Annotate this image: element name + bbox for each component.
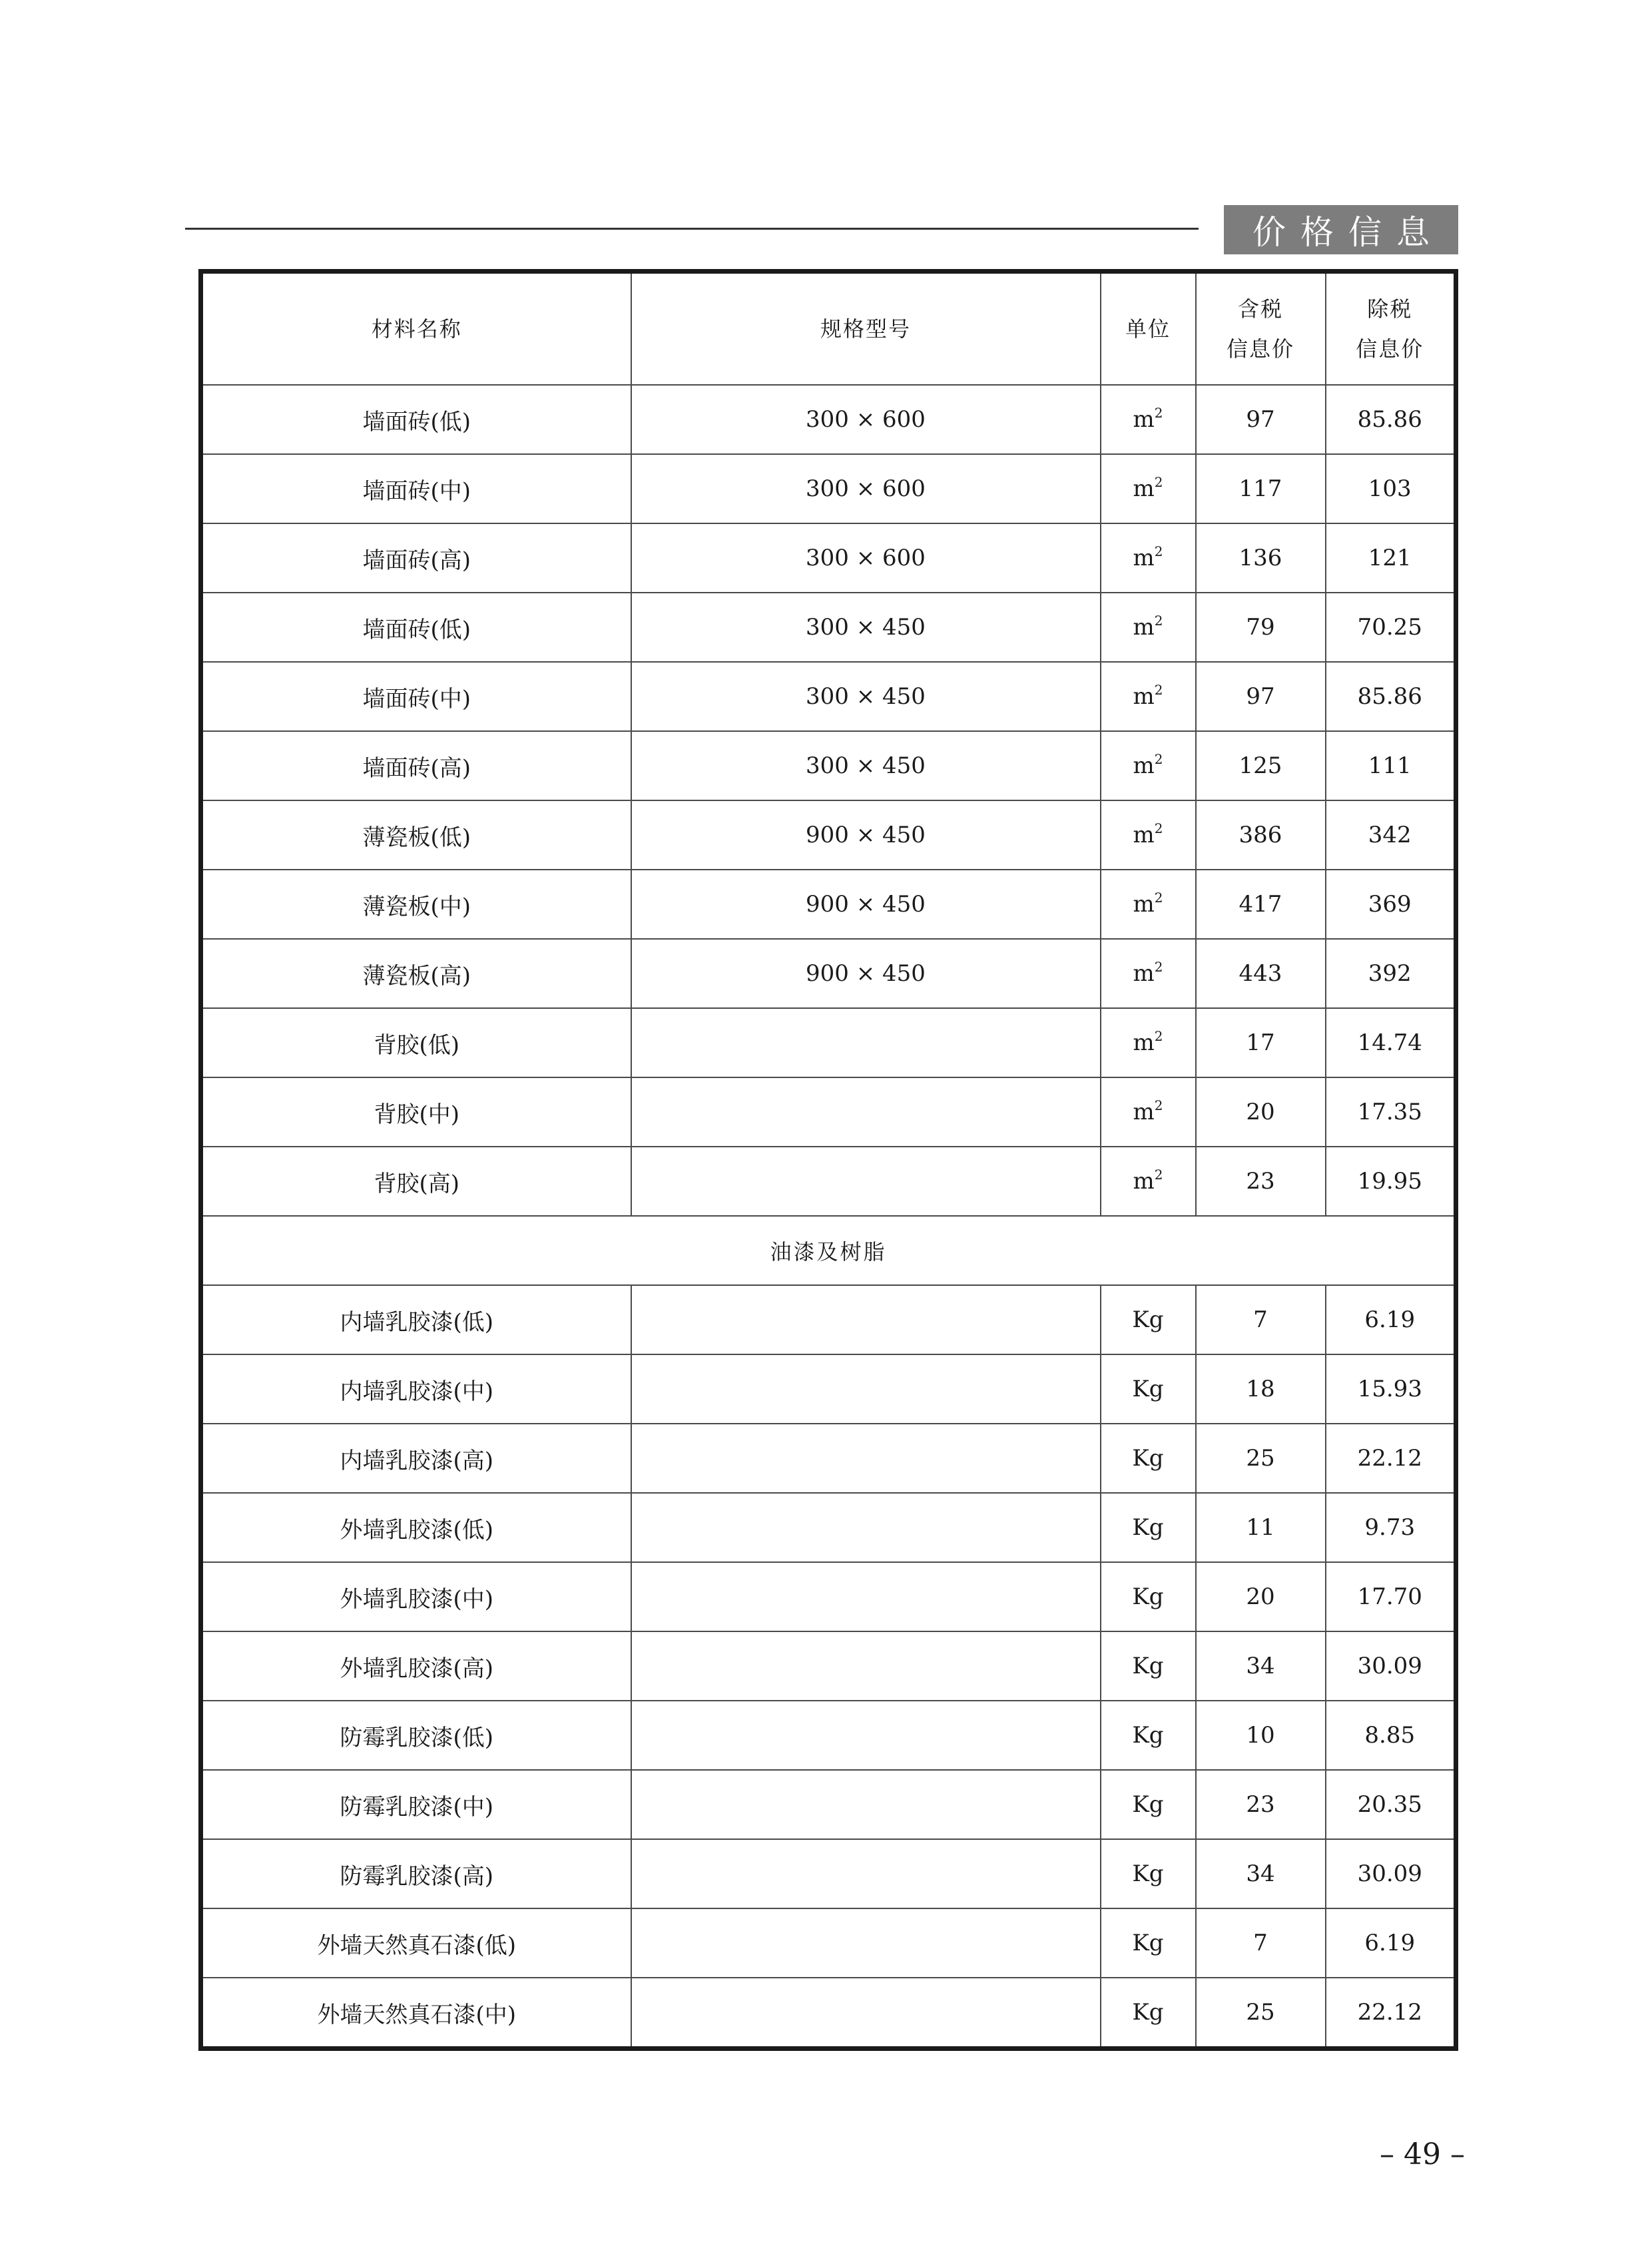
material-name-cell: 墙面砖(高) (201, 523, 631, 593)
header-rule (185, 228, 1199, 230)
column-header-price-notax: 除税 信息价 (1326, 272, 1456, 386)
unit-exponent: 2 (1154, 751, 1163, 767)
price-notax-cell: 30.09 (1326, 1839, 1456, 1908)
table-row (201, 1701, 1456, 1770)
unit-exponent: 2 (1154, 1167, 1163, 1183)
spec-cell: 300 × 600 (631, 385, 1101, 454)
unit-base: m (1133, 1029, 1155, 1056)
price-tax-cell: 25 (1196, 1978, 1326, 2049)
price-notax-cell: 22.12 (1326, 1424, 1456, 1493)
table-row (201, 1908, 1456, 1978)
unit-base: m (1133, 822, 1155, 848)
unit-cell (1101, 1077, 1196, 1147)
material-name-cell: 薄瓷板(高) (201, 939, 631, 1008)
spec-cell (631, 1424, 1101, 1493)
table-row (201, 385, 1456, 454)
unit-exponent: 2 (1154, 405, 1163, 421)
price-notax-cell: 17.70 (1326, 1562, 1456, 1631)
unit-cell (1101, 1285, 1196, 1354)
spec-cell: 300 × 450 (631, 662, 1101, 731)
spec-cell (631, 1493, 1101, 1562)
unit-base: m (1133, 960, 1155, 987)
table-body (201, 385, 1456, 2049)
price-tax-cell: 34 (1196, 1839, 1326, 1908)
material-name-cell: 背胶(低) (201, 1008, 631, 1077)
column-header-unit: 单位 (1101, 272, 1196, 386)
price-tax-cell: 7 (1196, 1908, 1326, 1978)
unit-cell (1101, 800, 1196, 870)
price-notax-cell: 6.19 (1326, 1908, 1456, 1978)
unit-cell (1101, 1008, 1196, 1077)
table-row (201, 1631, 1456, 1701)
price-tax-cell: 386 (1196, 800, 1326, 870)
unit-base: m (1133, 406, 1155, 433)
price-tax-cell: 34 (1196, 1631, 1326, 1701)
price-notax-cell: 30.09 (1326, 1631, 1456, 1701)
table-row (201, 1493, 1456, 1562)
unit-base: Kg (1132, 1930, 1164, 1956)
price-tax-cell: 136 (1196, 523, 1326, 593)
material-name-cell: 墙面砖(低) (201, 593, 631, 662)
spec-cell (631, 1008, 1101, 1077)
material-name-cell: 背胶(高) (201, 1147, 631, 1216)
unit-base: m (1133, 891, 1155, 918)
price-tax-cell: 20 (1196, 1562, 1326, 1631)
unit-cell (1101, 1354, 1196, 1424)
spec-cell: 900 × 450 (631, 939, 1101, 1008)
unit-exponent: 2 (1154, 1097, 1163, 1113)
price-notax-cell: 17.35 (1326, 1077, 1456, 1147)
column-header-price-tax: 含税 信息价 (1196, 272, 1326, 386)
price-notax-cell: 9.73 (1326, 1493, 1456, 1562)
header-row (201, 272, 1456, 386)
unit-base: Kg (1132, 1306, 1164, 1333)
spec-cell (631, 1839, 1101, 1908)
material-name-cell: 墙面砖(高) (201, 731, 631, 800)
material-name-cell: 外墙乳胶漆(低) (201, 1493, 631, 1562)
unit-base: m (1133, 683, 1155, 710)
unit-cell (1101, 662, 1196, 731)
price-notax-cell: 121 (1326, 523, 1456, 593)
unit-cell (1101, 1147, 1196, 1216)
table-row (201, 1978, 1456, 2049)
price-tax-cell: 79 (1196, 593, 1326, 662)
table-header (201, 272, 1456, 386)
unit-cell (1101, 523, 1196, 593)
material-name-cell: 防霉乳胶漆(中) (201, 1770, 631, 1839)
unit-cell (1101, 1424, 1196, 1493)
unit-exponent: 2 (1154, 682, 1163, 698)
price-tax-cell: 20 (1196, 1077, 1326, 1147)
unit-cell (1101, 1839, 1196, 1908)
unit-cell (1101, 385, 1196, 454)
price-notax-cell: 111 (1326, 731, 1456, 800)
price-tax-cell: 17 (1196, 1008, 1326, 1077)
spec-cell (631, 1701, 1101, 1770)
page-number: – 49 – (1380, 2137, 1465, 2171)
unit-cell (1101, 1908, 1196, 1978)
unit-cell (1101, 1562, 1196, 1631)
price-notax-cell: 19.95 (1326, 1147, 1456, 1216)
material-name-cell: 内墙乳胶漆(高) (201, 1424, 631, 1493)
unit-cell (1101, 870, 1196, 939)
unit-base: m (1133, 614, 1155, 641)
price-tax-cell: 97 (1196, 385, 1326, 454)
price-tax-cell: 25 (1196, 1424, 1326, 1493)
table-row (201, 731, 1456, 800)
price-notax-cell: 103 (1326, 454, 1456, 523)
material-name-cell: 内墙乳胶漆(低) (201, 1285, 631, 1354)
table-row (201, 870, 1456, 939)
table-row (201, 1077, 1456, 1147)
unit-base: Kg (1132, 1583, 1164, 1610)
table-row (201, 593, 1456, 662)
unit-exponent: 2 (1154, 613, 1163, 629)
material-name-cell: 薄瓷板(中) (201, 870, 631, 939)
price-notax-cell: 85.86 (1326, 662, 1456, 731)
section-row (201, 1216, 1456, 1285)
unit-base: Kg (1132, 1514, 1164, 1541)
spec-cell: 300 × 450 (631, 731, 1101, 800)
material-name-cell: 防霉乳胶漆(低) (201, 1701, 631, 1770)
price-tax-cell: 18 (1196, 1354, 1326, 1424)
unit-cell (1101, 1978, 1196, 2049)
price-tax-cell: 7 (1196, 1285, 1326, 1354)
unit-base: m (1133, 1168, 1155, 1195)
table-row (201, 1562, 1456, 1631)
unit-exponent: 2 (1154, 890, 1163, 906)
material-name-cell: 墙面砖(中) (201, 454, 631, 523)
unit-exponent: 2 (1154, 820, 1163, 836)
unit-exponent: 2 (1154, 959, 1163, 975)
price-tax-cell: 23 (1196, 1770, 1326, 1839)
unit-exponent: 2 (1154, 1028, 1163, 1044)
material-name-cell: 内墙乳胶漆(中) (201, 1354, 631, 1424)
section-heading: 油漆及树脂 (201, 1216, 1456, 1285)
table-row (201, 662, 1456, 731)
table-row (201, 523, 1456, 593)
table-row (201, 1147, 1456, 1216)
table-row (201, 1354, 1456, 1424)
unit-cell (1101, 1631, 1196, 1701)
material-name-cell: 外墙天然真石漆(中) (201, 1978, 631, 2049)
unit-base: Kg (1132, 1860, 1164, 1887)
table-row (201, 1285, 1456, 1354)
price-tax-cell: 97 (1196, 662, 1326, 731)
unit-cell (1101, 1701, 1196, 1770)
price-notax-cell: 22.12 (1326, 1978, 1456, 2049)
spec-cell: 900 × 450 (631, 870, 1101, 939)
unit-cell (1101, 1493, 1196, 1562)
unit-base: Kg (1132, 1653, 1164, 1679)
price-notax-cell: 14.74 (1326, 1008, 1456, 1077)
material-name-cell: 墙面砖(中) (201, 662, 631, 731)
price-tax-cell: 23 (1196, 1147, 1326, 1216)
column-header-spec: 规格型号 (631, 272, 1101, 386)
unit-base: Kg (1132, 1445, 1164, 1472)
spec-cell (631, 1631, 1101, 1701)
material-name-cell: 薄瓷板(低) (201, 800, 631, 870)
price-notax-cell: 85.86 (1326, 385, 1456, 454)
unit-cell (1101, 731, 1196, 800)
table-row (201, 800, 1456, 870)
unit-cell (1101, 1770, 1196, 1839)
material-name-cell: 外墙乳胶漆(高) (201, 1631, 631, 1701)
material-name-cell: 背胶(中) (201, 1077, 631, 1147)
price-tax-cell: 417 (1196, 870, 1326, 939)
unit-base: m (1133, 1099, 1155, 1125)
material-name-cell: 防霉乳胶漆(高) (201, 1839, 631, 1908)
price-tax-cell: 125 (1196, 731, 1326, 800)
spec-cell (631, 1285, 1101, 1354)
spec-cell: 300 × 600 (631, 454, 1101, 523)
unit-base: Kg (1132, 1999, 1164, 2026)
unit-cell (1101, 454, 1196, 523)
spec-cell (631, 1354, 1101, 1424)
price-notax-cell: 6.19 (1326, 1285, 1456, 1354)
material-name-cell: 外墙乳胶漆(中) (201, 1562, 631, 1631)
spec-cell (631, 1562, 1101, 1631)
unit-base: m (1133, 545, 1155, 571)
price-tax-cell: 11 (1196, 1493, 1326, 1562)
column-header-name: 材料名称 (201, 272, 631, 386)
unit-base: m (1133, 752, 1155, 779)
spec-cell: 300 × 600 (631, 523, 1101, 593)
price-notax-cell: 70.25 (1326, 593, 1456, 662)
unit-exponent: 2 (1154, 474, 1163, 490)
price-notax-cell: 392 (1326, 939, 1456, 1008)
price-tax-cell: 117 (1196, 454, 1326, 523)
material-name-cell: 外墙天然真石漆(低) (201, 1908, 631, 1978)
table-row (201, 1770, 1456, 1839)
table-row (201, 939, 1456, 1008)
unit-base: Kg (1132, 1722, 1164, 1749)
price-table (198, 269, 1458, 2051)
unit-base: Kg (1132, 1376, 1164, 1402)
unit-base: Kg (1132, 1791, 1164, 1818)
table-row (201, 1008, 1456, 1077)
table-row (201, 1424, 1456, 1493)
spec-cell (631, 1770, 1101, 1839)
section-title-tab: 价格信息 (1224, 205, 1458, 254)
unit-base: m (1133, 475, 1155, 502)
table-row (201, 454, 1456, 523)
price-notax-cell: 342 (1326, 800, 1456, 870)
price-notax-cell: 369 (1326, 870, 1456, 939)
price-notax-cell: 20.35 (1326, 1770, 1456, 1839)
spec-cell: 900 × 450 (631, 800, 1101, 870)
price-notax-cell: 8.85 (1326, 1701, 1456, 1770)
unit-exponent: 2 (1154, 543, 1163, 559)
price-tax-cell: 10 (1196, 1701, 1326, 1770)
table-row (201, 1839, 1456, 1908)
spec-cell (631, 1908, 1101, 1978)
spec-cell (631, 1978, 1101, 2049)
spec-cell (631, 1077, 1101, 1147)
spec-cell (631, 1147, 1101, 1216)
price-notax-cell: 15.93 (1326, 1354, 1456, 1424)
unit-cell (1101, 939, 1196, 1008)
material-name-cell: 墙面砖(低) (201, 385, 631, 454)
price-tax-cell: 443 (1196, 939, 1326, 1008)
unit-cell (1101, 593, 1196, 662)
spec-cell: 300 × 450 (631, 593, 1101, 662)
